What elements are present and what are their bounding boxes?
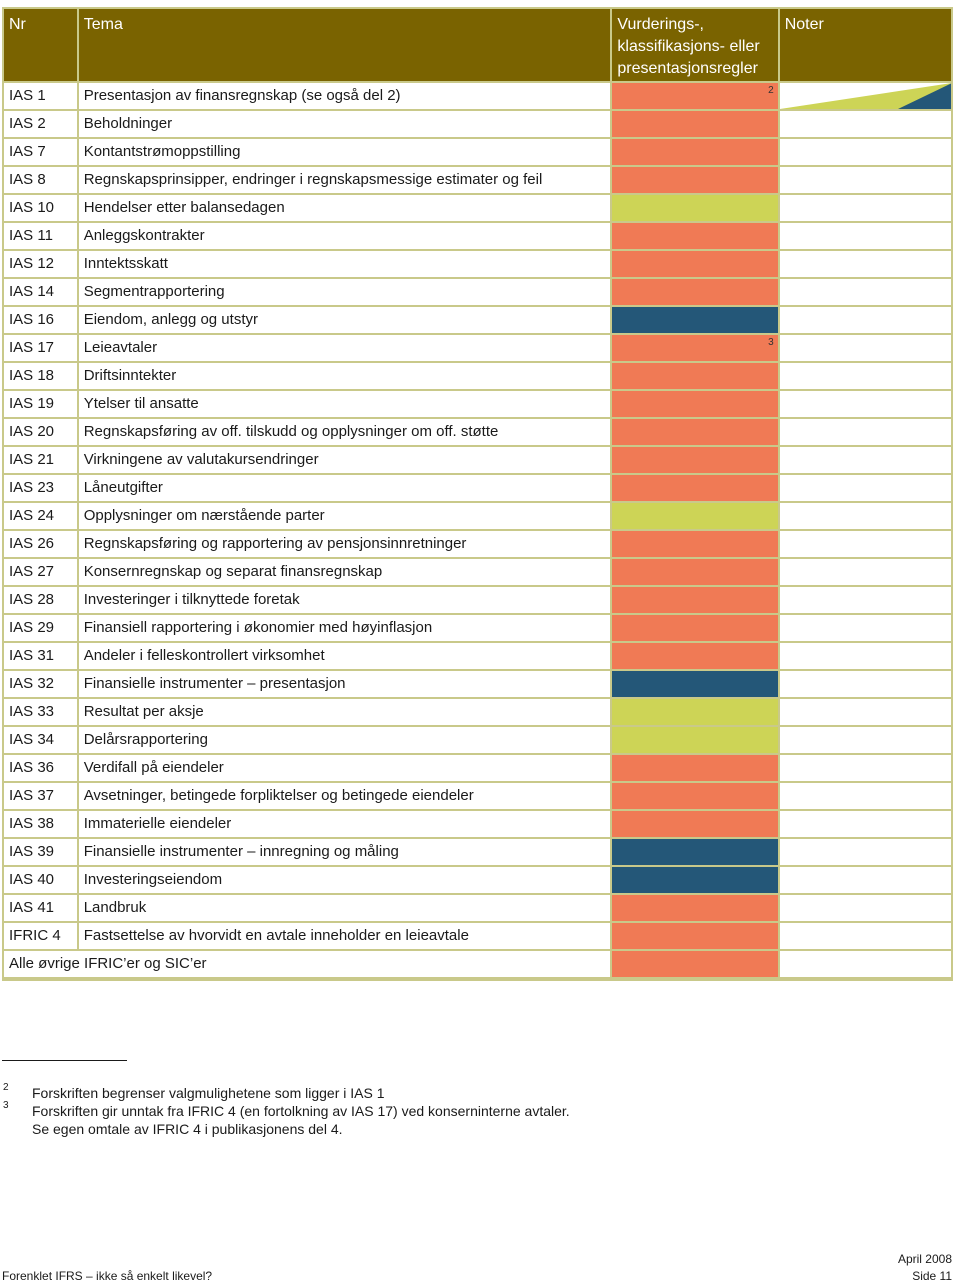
note-cell: [780, 195, 951, 221]
status-cell: [612, 363, 777, 389]
table-row: [4, 363, 953, 391]
table-row: [4, 447, 953, 475]
footnote-text: Forskriften gir unntak fra IFRIC 4 (en fortolkning av IAS 17) ved konserninterne avtaler.: [32, 1103, 570, 1119]
row-nr: IAS 16: [4, 307, 77, 333]
footnote-divider: [2, 1060, 127, 1061]
row-tema: Avsetninger, betingede forpliktelser og betingede eiendeler: [79, 783, 611, 809]
status-cell: [612, 783, 777, 809]
note-cell: [780, 223, 951, 249]
status-cell: [612, 475, 777, 501]
note-cell: [780, 307, 951, 333]
row-nr: IAS 37: [4, 783, 77, 809]
row-tema: Kontantstrømoppstilling: [79, 139, 611, 165]
footnote-text: Se egen omtale av IFRIC 4 i publikasjonens del 4.: [32, 1121, 343, 1137]
status-cell: [612, 559, 777, 585]
row-nr: IAS 32: [4, 671, 77, 697]
status-cell: [612, 923, 777, 949]
header-tema: Tema: [79, 9, 611, 81]
status-cell: [612, 615, 777, 641]
note-cell: [780, 895, 951, 921]
row-tema: Finansiell rapportering i økonomier med høyinflasjon: [79, 615, 611, 641]
footer-title: Forenklet IFRS – ikke så enkelt likevel?: [2, 1269, 213, 1283]
note-cell: [780, 587, 951, 613]
status-cell: [612, 223, 777, 249]
header-rule: Vurderings-, klassifikasjons- eller presentasjonsregler: [612, 9, 777, 81]
note-cell: [780, 559, 951, 585]
row-tema: Andeler i felleskontrollert virksomhet: [79, 643, 611, 669]
table-row: [4, 615, 953, 643]
row-tema: Låneutgifter: [79, 475, 611, 501]
table-row: [4, 783, 953, 811]
status-cell: [612, 727, 777, 753]
row-nr: IAS 34: [4, 727, 77, 753]
table-row: [4, 251, 953, 279]
footer-date: April 2008: [897, 1252, 952, 1266]
note-cell: [780, 139, 951, 165]
row-nr: IAS 11: [4, 223, 77, 249]
note-cell: [780, 923, 951, 949]
row-nr: IFRIC 4: [4, 923, 77, 949]
table-row: [4, 755, 953, 783]
last-row-label: Alle øvrige IFRIC’er og SIC’er: [4, 951, 610, 977]
status-cell: [612, 671, 777, 697]
note-cell: [780, 615, 951, 641]
status-cell: [612, 391, 777, 417]
table-row: [4, 139, 953, 167]
table-row: [4, 111, 953, 139]
row-tema: Anleggskontrakter: [79, 223, 611, 249]
note-cell: [780, 951, 951, 977]
note-cell: [780, 475, 951, 501]
row-nr: IAS 40: [4, 867, 77, 893]
row-nr: IAS 2: [4, 111, 77, 137]
row-nr: IAS 23: [4, 475, 77, 501]
row-tema: Investeringseiendom: [79, 867, 611, 893]
note-cell: [780, 503, 951, 529]
footnote-number: 2: [3, 1082, 9, 1093]
table-body: [4, 83, 953, 951]
note-cell: [780, 755, 951, 781]
footer-page: Side 11: [912, 1269, 952, 1283]
status-cell: [612, 531, 777, 557]
table-row: [4, 279, 953, 307]
note-cell: [780, 83, 951, 109]
row-tema: Resultat per aksje: [79, 699, 611, 725]
note-cell: [780, 531, 951, 557]
row-tema: Inntektsskatt: [79, 251, 611, 277]
note-cell: [780, 811, 951, 837]
status-cell: [612, 447, 777, 473]
table-row: [4, 531, 953, 559]
row-nr: IAS 28: [4, 587, 77, 613]
table-row: [4, 391, 953, 419]
note-cell: [780, 251, 951, 277]
status-cell: [612, 335, 777, 361]
row-tema: Leieavtaler: [79, 335, 611, 361]
row-tema: Landbruk: [79, 895, 611, 921]
row-nr: IAS 36: [4, 755, 77, 781]
row-nr: IAS 7: [4, 139, 77, 165]
status-cell: [612, 587, 777, 613]
status-cell: [612, 419, 777, 445]
note-cell: [780, 335, 951, 361]
row-tema: Finansielle instrumenter – innregning og måling: [79, 839, 611, 865]
table-row: [4, 923, 953, 951]
status-cell: [612, 699, 777, 725]
status-cell: [612, 195, 777, 221]
footnote-ref: 2: [768, 85, 774, 96]
note-cell: [780, 111, 951, 137]
status-cell: [612, 111, 777, 137]
row-tema: Investeringer i tilknyttede foretak: [79, 587, 611, 613]
row-nr: IAS 21: [4, 447, 77, 473]
note-cell: [780, 167, 951, 193]
table-row: [4, 223, 953, 251]
table-row: [4, 811, 953, 839]
note-cell: [780, 671, 951, 697]
row-nr: IAS 12: [4, 251, 77, 277]
note-cell: [780, 783, 951, 809]
note-cell: [780, 839, 951, 865]
table-row: [4, 195, 953, 223]
row-tema: Immaterielle eiendeler: [79, 811, 611, 837]
table-row: [4, 83, 953, 111]
row-tema: Verdifall på eiendeler: [79, 755, 611, 781]
row-nr: IAS 20: [4, 419, 77, 445]
row-nr: IAS 26: [4, 531, 77, 557]
row-tema: Opplysninger om nærstående parter: [79, 503, 611, 529]
row-nr: IAS 8: [4, 167, 77, 193]
status-cell: [612, 867, 777, 893]
note-cell: [780, 727, 951, 753]
table-row: [4, 867, 953, 895]
status-cell: [612, 895, 777, 921]
ifrs-standards-table: [2, 7, 953, 981]
status-cell: [612, 83, 777, 109]
header-noter: Noter: [780, 9, 951, 81]
status-cell: [612, 167, 777, 193]
table-row: [4, 307, 953, 335]
row-tema: Regnskapsføring av off. tilskudd og opplysninger om off. støtte: [79, 419, 611, 445]
row-tema: Ytelser til ansatte: [79, 391, 611, 417]
row-nr: IAS 24: [4, 503, 77, 529]
table-row: [4, 643, 953, 671]
status-cell: [612, 839, 777, 865]
header-nr: Nr: [4, 9, 77, 81]
table-row: [4, 699, 953, 727]
table-row: [4, 671, 953, 699]
table-row-last: [4, 951, 953, 979]
row-nr: IAS 19: [4, 391, 77, 417]
note-cell: [780, 363, 951, 389]
row-nr: IAS 39: [4, 839, 77, 865]
note-cell: [780, 419, 951, 445]
row-nr: IAS 29: [4, 615, 77, 641]
table-row: [4, 727, 953, 755]
table-row: [4, 335, 953, 363]
table-row: [4, 559, 953, 587]
row-tema: Beholdninger: [79, 111, 611, 137]
table-row: [4, 839, 953, 867]
footnote-number: 3: [3, 1100, 9, 1111]
row-tema: Delårsrapportering: [79, 727, 611, 753]
table-row: [4, 167, 953, 195]
status-cell: [612, 643, 777, 669]
row-tema: Eiendom, anlegg og utstyr: [79, 307, 611, 333]
note-cell: [780, 867, 951, 893]
legend-diagonal-swatch: [780, 83, 951, 109]
note-cell: [780, 699, 951, 725]
note-cell: [780, 447, 951, 473]
row-nr: IAS 27: [4, 559, 77, 585]
row-nr: IAS 17: [4, 335, 77, 361]
status-cell: [612, 251, 777, 277]
row-tema: Hendelser etter balansedagen: [79, 195, 611, 221]
row-nr: IAS 38: [4, 811, 77, 837]
table-row: [4, 419, 953, 447]
row-nr: IAS 18: [4, 363, 77, 389]
footnote-ref: 3: [768, 337, 774, 348]
table-row: [4, 475, 953, 503]
note-cell: [780, 643, 951, 669]
table-row: [4, 895, 953, 923]
row-nr: IAS 10: [4, 195, 77, 221]
row-nr: IAS 1: [4, 83, 77, 109]
status-cell: [612, 503, 777, 529]
row-tema: Konsernregnskap og separat finansregnskap: [79, 559, 611, 585]
row-tema: Finansielle instrumenter – presentasjon: [79, 671, 611, 697]
row-nr: IAS 33: [4, 699, 77, 725]
note-cell: [780, 279, 951, 305]
row-tema: Presentasjon av finansregnskap (se også del 2): [79, 83, 611, 109]
status-cell: [612, 279, 777, 305]
row-tema: Segmentrapportering: [79, 279, 611, 305]
row-tema: Fastsettelse av hvorvidt en avtale inneholder en leieavtale: [79, 923, 611, 949]
status-cell: [612, 139, 777, 165]
footnote-text: Forskriften begrenser valgmulighetene som ligger i IAS 1: [32, 1085, 385, 1101]
table-header: [4, 9, 953, 83]
status-cell: [612, 755, 777, 781]
row-nr: IAS 31: [4, 643, 77, 669]
table-row: [4, 503, 953, 531]
row-nr: IAS 14: [4, 279, 77, 305]
status-cell: [612, 811, 777, 837]
status-cell: [612, 951, 777, 977]
row-tema: Regnskapsprinsipper, endringer i regnskapsmessige estimater og feil: [79, 167, 611, 193]
status-cell: [612, 307, 777, 333]
row-tema: Virkningene av valutakursendringer: [79, 447, 611, 473]
note-cell: [780, 391, 951, 417]
table-row: [4, 587, 953, 615]
row-tema: Driftsinntekter: [79, 363, 611, 389]
row-nr: IAS 41: [4, 895, 77, 921]
row-tema: Regnskapsføring og rapportering av pensjonsinnretninger: [79, 531, 611, 557]
